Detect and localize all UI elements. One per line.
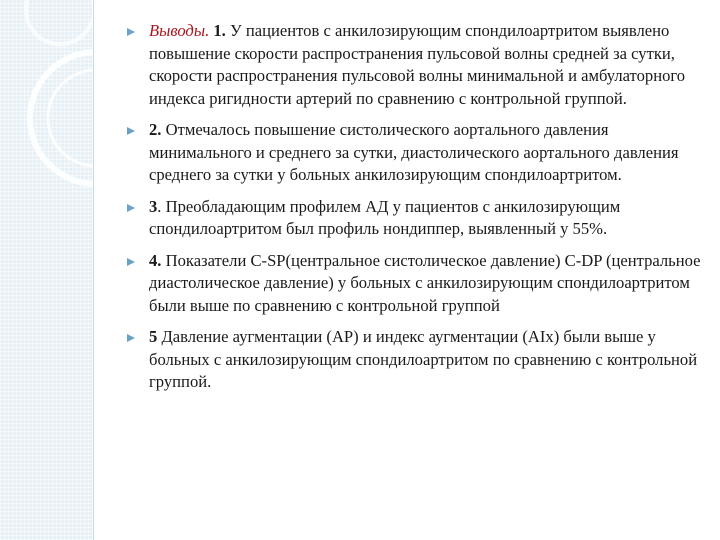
item-text: Отмечалось повышение систолического аортального давления минимального и среднего за сутки, диастолического аортального давления среднего за сутки у больных анкилозирующим спондилоартритом. — [149, 120, 679, 184]
item-number: 5 — [149, 327, 158, 346]
conclusion-item-3 — [127, 196, 702, 241]
item-text: . Преобладающим профилем АД у пациентов с анкилозирующим спондилоартритом был профиль нондиппер, выявленный у 55%. — [149, 196, 621, 238]
conclusion-item-4 — [127, 250, 702, 318]
conclusion-item-1 — [127, 20, 702, 110]
decorative-arcs — [0, 0, 93, 540]
item-text: Показатели C-SP(центральное систолическое давление) C-DP (центральное диастолическое давление) у больных с анкилозирующим спондилоартритом были выше по сравнению с контрольной группой — [149, 250, 701, 315]
conclusions-list — [127, 20, 702, 403]
bullet-icon — [127, 28, 135, 36]
conclusions-heading: Выводы. — [149, 21, 210, 40]
conclusion-item-5 — [127, 326, 702, 394]
bullet-icon — [127, 334, 135, 342]
decorative-side-band — [0, 0, 93, 540]
item-number: 2. — [149, 120, 162, 139]
item-number: 1. — [213, 21, 226, 40]
item-number: 4. — [149, 250, 162, 270]
item-text: У пациентов с анкилозирующим спондилоартритом выявлено повышение скорости распространения пульсовой волны средней за сутки, скорости распространения пульсовой волны минимальной и амбулаторного индекса ригидности артерий по сравнению с контрольной группой. — [149, 21, 686, 108]
item-number: 3 — [149, 196, 158, 216]
item-text: Давление аугментации (AP) и индекс аугментации (AIx) были выше у больных с анкилозирующим спондилоартритом по сравнению с контрольной группой. — [149, 327, 698, 391]
bullet-icon — [127, 127, 135, 135]
side-band-edge — [93, 0, 94, 540]
bullet-icon — [127, 204, 135, 212]
bullet-icon — [127, 258, 135, 266]
conclusion-item-2 — [127, 119, 702, 187]
